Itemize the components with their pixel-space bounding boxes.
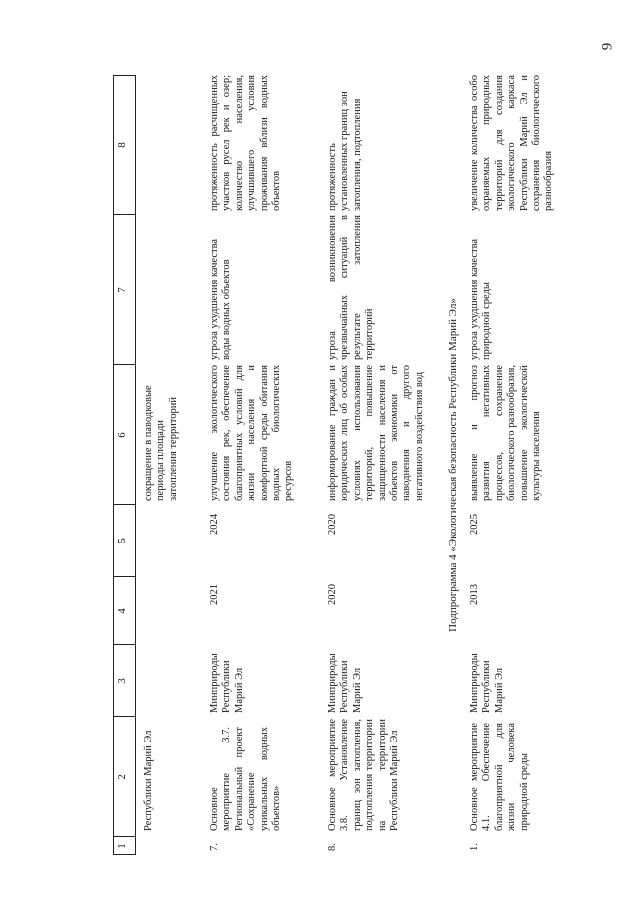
header-col-1: 1	[116, 843, 128, 849]
continuation-text: Республики Марий Эл	[143, 730, 154, 831]
risk-cell: угроза возникновения чрезвычайных ситуаций в результате затопления территорий	[327, 215, 376, 360]
end-year: 2025	[469, 514, 480, 535]
header-col-4: 4	[116, 608, 128, 614]
header-bottom-border	[135, 75, 136, 855]
continuation-text: сокращение в паводковые периоды площади затопления территорий	[143, 385, 179, 501]
header-col-3: 3	[116, 678, 128, 684]
indicator-cell: увеличение количества особо охраняемых природных территорий для создания экологического каркаса Республики Марий Эл и сохранения биологического разнообразия	[469, 75, 555, 211]
executor-cell: Минприроды Республики Марий Эл	[469, 653, 505, 713]
header-col-5: 5	[116, 538, 128, 544]
subprogram-title: Подпрограмма 4 «Экологическая безопасность Республики Марий Эл»	[447, 298, 459, 632]
risk-cell: угроза ухудшения качества воды водных объектов	[209, 238, 233, 360]
measure-cell: Основное мероприятие 3.7. Региональный проект «Сохранение уникальных водных объектов»	[209, 727, 283, 831]
header-col-8: 8	[116, 142, 128, 148]
page-number: 9	[599, 42, 616, 51]
start-year: 2013	[469, 584, 480, 605]
start-year: 2020	[327, 584, 338, 605]
result-cell: улучшение экологического состояния рек, обеспечение благоприятных условий для жизни населения и комфортной среды обитания водных биологических ресурсов	[209, 365, 295, 501]
table-top-border	[113, 75, 114, 855]
row-number: 7.	[209, 843, 220, 851]
risk-cell: угроза ухудшения качества природной среды	[469, 238, 493, 360]
executor-cell: Минприроды Республики Марий Эл	[327, 653, 363, 713]
executor-cell: Минприроды Республики Марий Эл	[209, 653, 245, 713]
measure-cell: Основное мероприятие 3.8. Установление границ зон затопления, подтопления территории на территории Республики Марий Эл	[327, 719, 401, 831]
row-number: 1.	[469, 843, 480, 851]
rotated-table	[113, 75, 623, 855]
result-cell: информирование граждан и юридических лиц об особых условиях использования территорий, повышение защищенности населения и объектов экономики от наводнения и другого негативного воздействия вод	[327, 365, 425, 501]
result-cell: выявление и прогноз развития негативных процессов, сохранение биологического разнообразия, повышение экологической культуры населения	[469, 365, 543, 501]
indicator-cell: протяженность установленных границ зон затопления, подтопления	[327, 91, 363, 211]
header-col-6: 6	[116, 432, 128, 438]
start-year: 2021	[209, 584, 220, 605]
end-year: 2024	[209, 514, 220, 535]
row-number: 8.	[327, 843, 338, 851]
header-col-7: 7	[116, 287, 128, 293]
end-year: 2020	[327, 514, 338, 535]
measure-cell: Основное мероприятие 4.1. Обеспечение благоприятной для жизни человека природной среды	[469, 723, 530, 831]
header-col-2: 2	[116, 774, 128, 780]
indicator-cell: протяженность расчищенных участков русел рек и озер; количество населения, улучшившего условия проживания вблизи водных объектов	[209, 75, 283, 211]
